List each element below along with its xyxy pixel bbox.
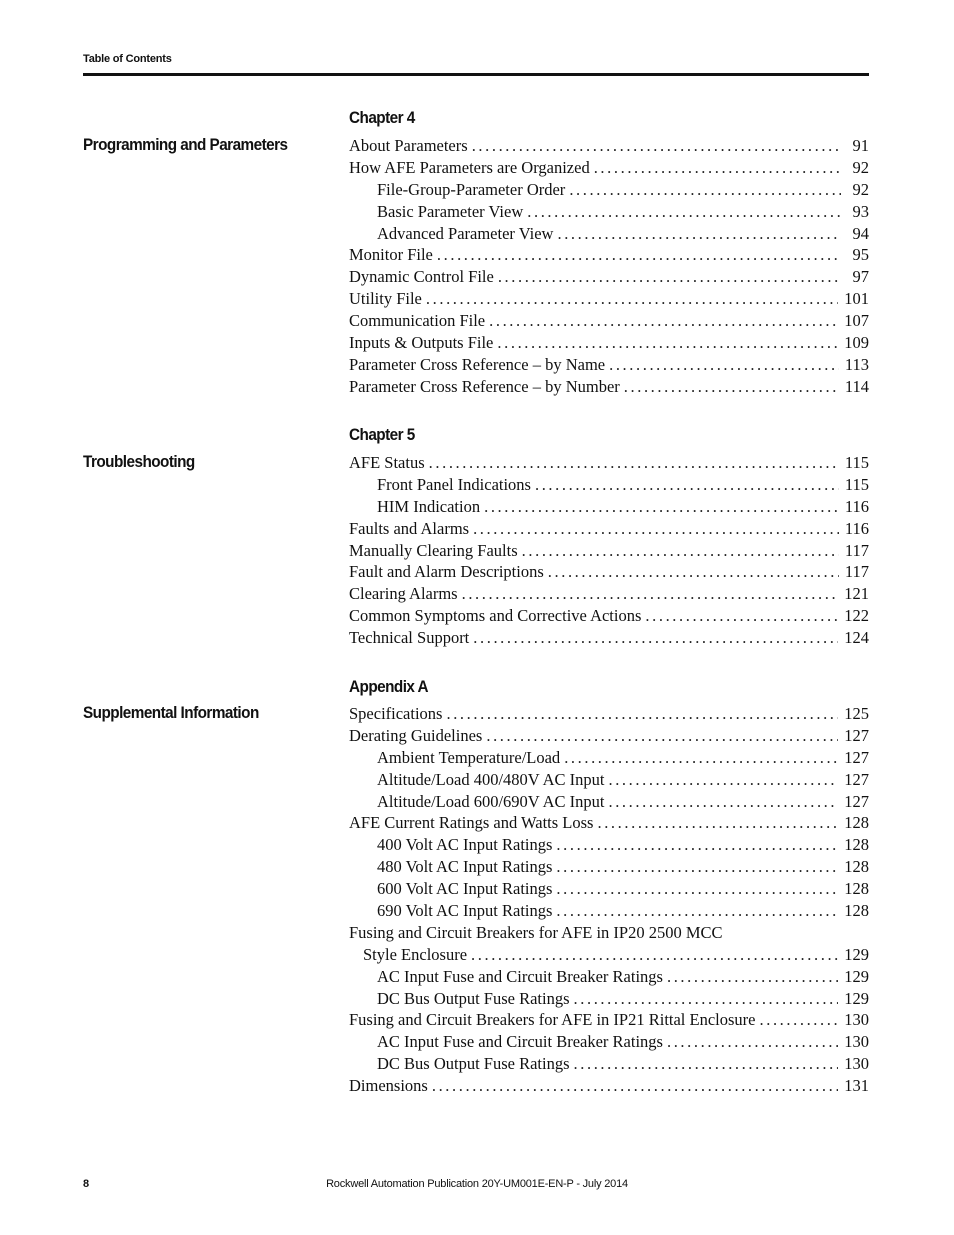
toc-entry-title: DC Bus Output Fuse Ratings [377, 988, 570, 1008]
dot-leader [557, 224, 841, 244]
toc-entry[interactable] [349, 584, 869, 606]
toc-entry[interactable] [349, 519, 869, 541]
toc-entry-page: 127 [844, 725, 869, 745]
running-header: Table of Contents [83, 53, 172, 65]
dot-leader [624, 377, 839, 397]
toc-entry-page: 114 [844, 376, 869, 396]
toc-entry[interactable] [349, 879, 869, 901]
toc-entry-title: AC Input Fuse and Circuit Breaker Ratings [377, 966, 663, 986]
toc-entry-page: 117 [844, 562, 869, 582]
toc-entry-title: Communication File [349, 311, 486, 331]
dot-leader [609, 355, 839, 375]
toc-entry-title: Derating Guidelines [349, 725, 483, 745]
toc-entry-page: 116 [844, 496, 869, 516]
dot-leader [760, 1010, 839, 1030]
dot-leader [569, 180, 841, 200]
toc-entry[interactable] [349, 355, 869, 377]
chapter-label: Chapter 4 [349, 108, 415, 127]
toc-entry[interactable] [349, 606, 869, 628]
toc-entry-title: How AFE Parameters are Organized [349, 157, 590, 177]
toc-entry[interactable] [349, 726, 869, 748]
toc-entry-title: 400 Volt AC Input Ratings [377, 835, 553, 855]
toc-entry-page: 127 [844, 769, 869, 789]
toc-entry[interactable] [349, 1032, 869, 1054]
toc-entry-title: Front Panel Indications [377, 474, 531, 494]
toc-entry-page: 117 [844, 540, 869, 560]
dot-leader [645, 606, 838, 626]
dot-leader [472, 136, 841, 156]
toc-entry-page: 109 [844, 333, 869, 353]
toc-entry-title: Monitor File [349, 245, 433, 265]
dot-leader [594, 158, 841, 178]
dot-leader [471, 945, 838, 965]
toc-entry-page: 127 [844, 747, 869, 767]
dot-leader [548, 562, 839, 582]
dot-leader [484, 497, 839, 517]
toc-entry[interactable] [349, 835, 869, 857]
toc-entry-title: Common Symptoms and Corrective Actions [349, 606, 642, 626]
header-rule [83, 73, 869, 76]
toc-entry-title: Clearing Alarms [349, 584, 458, 604]
toc-entry-title: Specifications [349, 704, 443, 723]
toc-entry-page: 124 [844, 628, 869, 648]
toc-entry-title: Parameter Cross Reference – by Number [349, 376, 620, 396]
toc-entry[interactable] [349, 945, 869, 967]
toc-entry-page: 128 [844, 857, 869, 877]
toc-entry[interactable] [349, 857, 869, 879]
toc-entry[interactable] [349, 989, 869, 1011]
dot-leader [497, 333, 838, 353]
toc-entry-page: 115 [844, 453, 869, 472]
toc-entry[interactable] [349, 748, 869, 770]
toc-entry[interactable] [349, 245, 869, 267]
chapter-label: Chapter 5 [349, 425, 415, 444]
toc-entry-page: 131 [844, 1076, 869, 1096]
toc-entry-page: 121 [844, 584, 869, 604]
toc-entry-title: Manually Clearing Faults [349, 540, 518, 560]
toc-entry-title: HIM Indication [377, 496, 481, 516]
toc-entry-page: 130 [844, 1010, 869, 1030]
toc-entry-title: AC Input Fuse and Circuit Breaker Ratings [377, 1032, 663, 1052]
chapter-label: Appendix A [349, 677, 429, 696]
dot-leader [556, 857, 838, 877]
toc-entry-page: 97 [852, 267, 869, 287]
toc-entry-page: 115 [844, 474, 869, 494]
toc-entry-page: 129 [844, 966, 869, 986]
toc-entry-title: Utility File [349, 289, 422, 309]
toc-entry-title: AFE Current Ratings and Watts Loss [349, 813, 594, 833]
toc-entry[interactable] [349, 770, 869, 792]
toc-entry-title: Altitude/Load 600/690V AC Input [377, 791, 605, 811]
toc-entry[interactable] [349, 289, 869, 311]
toc-entry-title: Ambient Temperature/Load [377, 747, 561, 767]
toc-entry-page: 101 [844, 289, 869, 309]
toc-entry-page: 93 [852, 201, 869, 221]
toc-entry-title: Basic Parameter View [377, 201, 524, 221]
dot-leader [667, 967, 838, 987]
dot-leader [498, 267, 841, 287]
toc-entry[interactable] [349, 562, 869, 584]
section-title: Supplemental Information [83, 703, 259, 722]
dot-leader [556, 835, 838, 855]
toc-entry-page: 128 [844, 901, 869, 921]
toc-entry[interactable] [349, 704, 869, 726]
toc-entry[interactable] [349, 311, 869, 333]
toc-entry[interactable] [349, 267, 869, 289]
dot-leader [556, 879, 838, 899]
dot-leader [437, 245, 841, 265]
toc-entry-page: 92 [852, 179, 869, 199]
toc-entry-page: 92 [852, 157, 869, 177]
toc-entry[interactable] [349, 180, 869, 202]
dot-leader [462, 584, 839, 604]
dot-leader [473, 628, 838, 648]
toc-entry[interactable] [349, 792, 869, 814]
toc-entry-page: 113 [844, 354, 869, 374]
toc-entry-page: 116 [844, 518, 869, 538]
toc-entry[interactable] [349, 967, 869, 989]
dot-leader [564, 748, 838, 768]
dot-leader [556, 901, 838, 921]
toc-entry-title: Dynamic Control File [349, 267, 494, 287]
toc-entry-title: Fusing and Circuit Breakers for AFE in IP21 Rittal Enclosure [349, 1010, 756, 1030]
toc-entry-title: 480 Volt AC Input Ratings [377, 857, 553, 877]
dot-leader [608, 770, 838, 790]
dot-leader [667, 1032, 838, 1052]
toc-entry[interactable] [349, 541, 869, 563]
toc-entry-title: Advanced Parameter View [377, 223, 554, 243]
toc-entry[interactable] [349, 333, 869, 355]
toc-entry-title: Parameter Cross Reference – by Name [349, 354, 606, 374]
toc-entry[interactable] [349, 1054, 869, 1076]
section-title: Programming and Parameters [83, 135, 288, 154]
toc-entry-title: DC Bus Output Fuse Ratings [377, 1054, 570, 1074]
toc-entry-title: Dimensions [349, 1076, 428, 1096]
toc-entry-title: Style Enclosure [363, 944, 468, 964]
toc-entry-list [349, 453, 869, 650]
toc-entry-page: 130 [844, 1054, 869, 1074]
toc-entry[interactable] [349, 1076, 869, 1098]
toc-entry[interactable] [349, 377, 869, 399]
dot-leader [426, 289, 838, 309]
toc-entry-page: 125 [844, 704, 869, 723]
toc-entry[interactable] [349, 813, 869, 835]
dot-leader [574, 989, 839, 1009]
dot-leader [486, 726, 838, 746]
page-number: 8 [83, 1178, 90, 1190]
dot-leader [473, 519, 839, 539]
toc-entry-title: 600 Volt AC Input Ratings [377, 879, 553, 899]
toc-entry-title: Fault and Alarm Descriptions [349, 562, 544, 582]
dot-leader [522, 541, 839, 561]
toc-entry-title: AFE Status [349, 453, 425, 472]
toc-entry-title: Altitude/Load 400/480V AC Input [377, 769, 605, 789]
toc-entry-list [349, 136, 869, 399]
toc-entry[interactable] [349, 923, 869, 945]
toc-entry-title: 690 Volt AC Input Ratings [377, 901, 553, 921]
toc-entry[interactable] [349, 628, 869, 650]
toc-entry[interactable] [349, 136, 869, 158]
dot-leader [535, 475, 839, 495]
toc-entry-page: 94 [852, 223, 869, 243]
toc-entry-title: Inputs & Outputs File [349, 333, 494, 353]
toc-entry-title: Fusing and Circuit Breakers for AFE in IP20 2500 MCC [349, 922, 723, 942]
toc-entry-page: 95 [852, 245, 869, 265]
toc-entry-page: 129 [844, 944, 869, 964]
toc-entry-page: 128 [844, 813, 869, 833]
toc-entry[interactable] [349, 1010, 869, 1032]
dot-leader [574, 1054, 839, 1074]
dot-leader [608, 792, 838, 812]
dot-leader [446, 704, 838, 724]
toc-entry-title: Faults and Alarms [349, 518, 470, 538]
toc-entry-page: 127 [844, 791, 869, 811]
dot-leader [429, 453, 839, 473]
toc-entry[interactable] [349, 901, 869, 923]
toc-entry-page: 107 [844, 311, 869, 331]
toc-entry[interactable] [349, 158, 869, 180]
toc-entry-list [349, 704, 869, 1098]
toc-entry-page: 122 [844, 606, 869, 626]
dot-leader [527, 202, 841, 222]
toc-entry[interactable] [349, 224, 869, 246]
toc-entry-page: 130 [844, 1032, 869, 1052]
toc-entry[interactable] [349, 475, 869, 497]
toc-entry-page: 91 [852, 136, 869, 155]
dot-leader [432, 1076, 838, 1096]
toc-entry[interactable] [349, 453, 869, 475]
dot-leader [597, 813, 838, 833]
toc-entry-title: About Parameters [349, 136, 468, 155]
publication-info: Rockwell Automation Publication 20Y-UM001E-EN-P - July 2014 [326, 1178, 628, 1190]
toc-entry-title: Technical Support [349, 628, 470, 648]
toc-entry[interactable] [349, 202, 869, 224]
toc-entry-title: File-Group-Parameter Order [377, 179, 566, 199]
toc-entry-page: 128 [844, 835, 869, 855]
toc-entry-page: 128 [844, 879, 869, 899]
dot-leader [489, 311, 838, 331]
toc-entry-page: 129 [844, 988, 869, 1008]
toc-entry[interactable] [349, 497, 869, 519]
section-title: Troubleshooting [83, 452, 195, 471]
